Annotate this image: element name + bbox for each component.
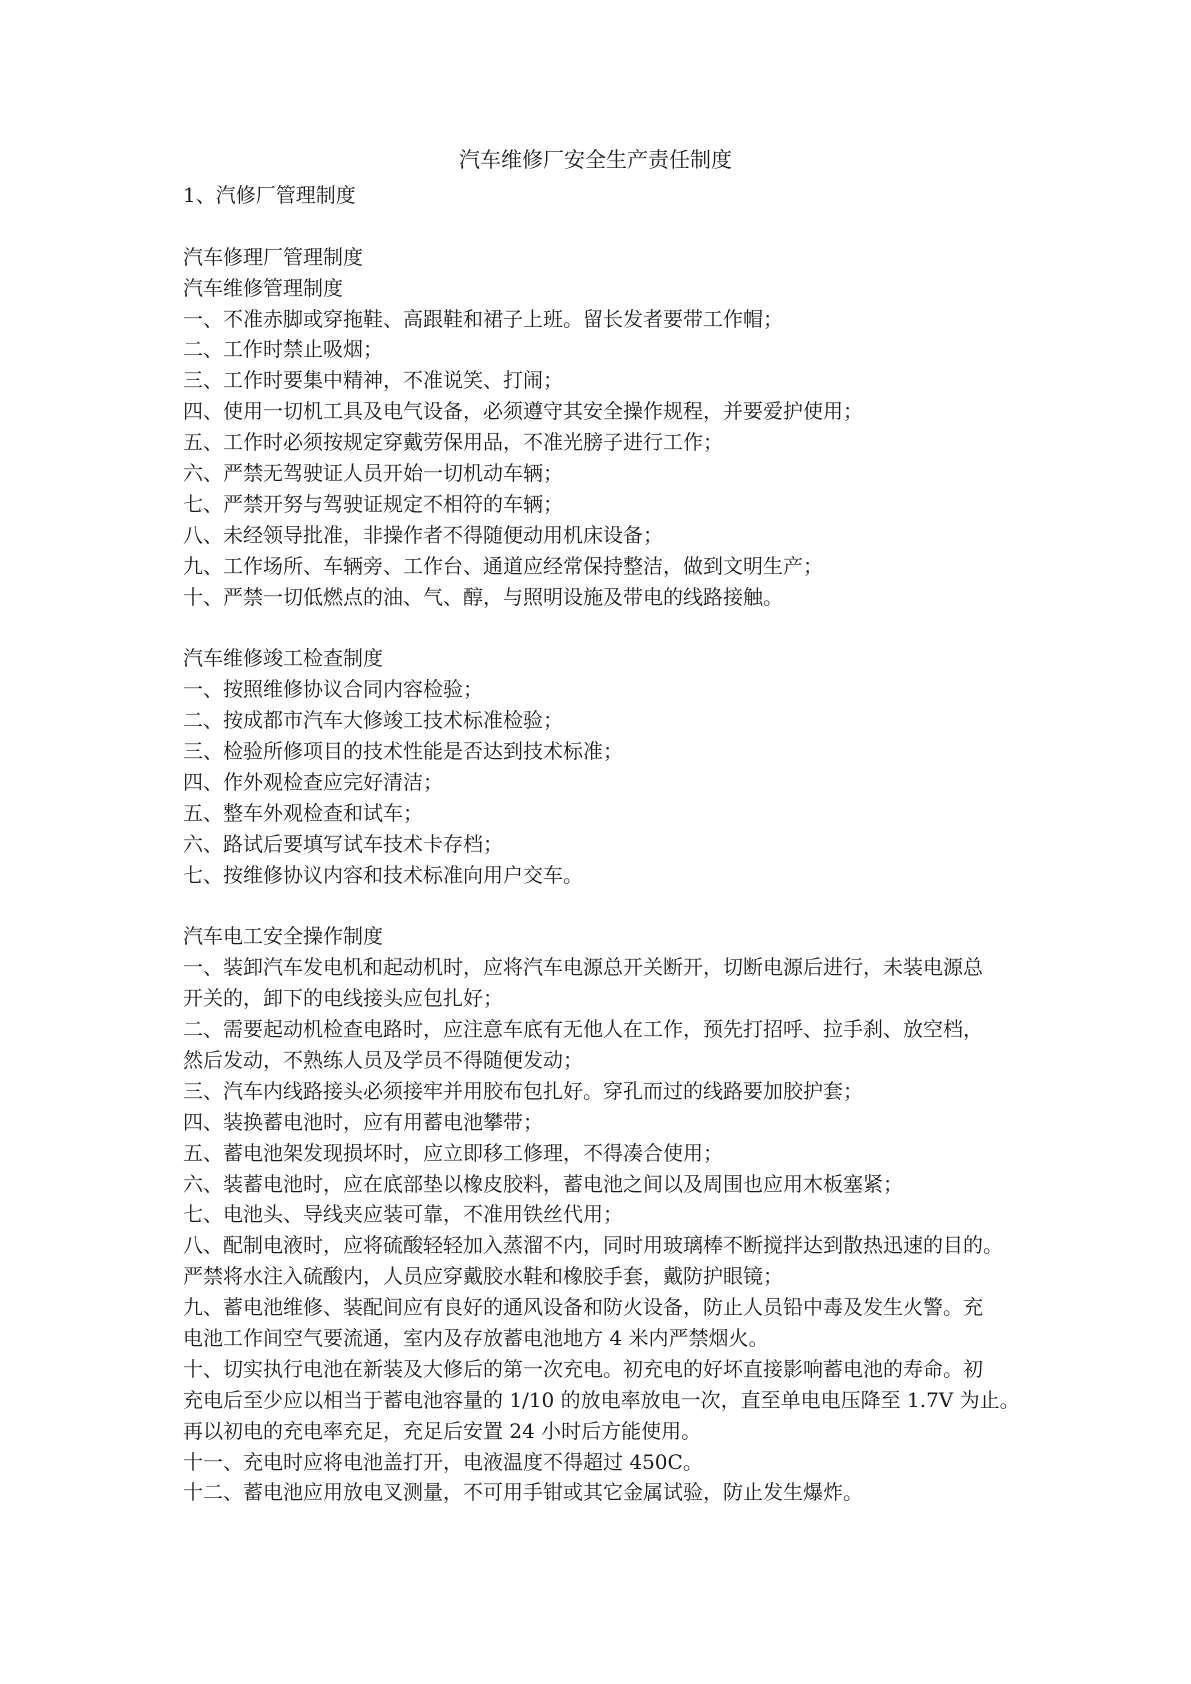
rule-item-line: 七、电池头、导线夹应装可靠，不准用铁丝代用； — [183, 1202, 623, 1227]
rule-item-line: 十一、充电时应将电池盖打开，电液温度不得超过 450C。 — [183, 1449, 703, 1474]
rule-item-line: 四、装换蓄电池时，应有用蓄电池攀带； — [183, 1109, 543, 1134]
rule-item-line: 十二、蓄电池应用放电叉测量，不可用手钳或其它金属试验，防止发生爆炸。 — [183, 1480, 863, 1505]
section-heading: 汽车修理厂管理制度 — [183, 244, 363, 269]
rule-item: 三、检验所修项目的技术性能是否达到技术标准； — [183, 739, 623, 764]
section-heading: 1、汽修厂管理制度 — [183, 183, 356, 207]
rule-item: 二、按成都市汽车大修竣工技术标准检验； — [183, 708, 563, 733]
rule-item: 七、严禁开努与驾驶证规定不相符的车辆； — [183, 491, 563, 516]
rule-item-line: 六、装蓄电池时，应在底部垫以橡皮胶料，蓄电池之间以及周围也应用木板塞紧； — [183, 1171, 903, 1196]
rule-item-line: 充电后至少应以相当于蓄电池容量的 1/10 的放电率放电一次，直至单电电压降至 1.7V 为止。 — [183, 1387, 1020, 1412]
rule-item-line: 三、汽车内线路接头必须接牢并用胶布包扎好。穿孔而过的线路要加胶护套； — [183, 1078, 863, 1103]
rule-item: 九、工作场所、车辆旁、工作台、通道应经常保持整洁，做到文明生产； — [183, 553, 823, 578]
rule-item: 八、未经领导批准，非操作者不得随便动用机床设备； — [183, 522, 663, 547]
blank-line — [183, 890, 1018, 921]
blank-line — [183, 612, 1018, 643]
rule-item-line: 十、切实执行电池在新装及大修后的第一次充电。初充电的好坏直接影响蓄电池的寿命。初 — [183, 1356, 983, 1381]
rule-item-line: 然后发动，不熟练人员及学员不得随便发动； — [183, 1047, 583, 1072]
rule-item: 一、按照维修协议合同内容检验； — [183, 677, 483, 702]
document-body — [183, 180, 1018, 1508]
blank-line — [183, 211, 1018, 242]
rule-item: 四、使用一切机工具及电气设备，必须遵守其安全操作规程，并要爱护使用； — [183, 399, 863, 424]
rule-item: 三、工作时要集中精神，不准说笑、打闹； — [183, 368, 563, 393]
rule-item: 十、严禁一切低燃点的油、气、醇，与照明设施及带电的线路接触。 — [183, 584, 783, 609]
rule-item-line: 严禁将水注入硫酸内，人员应穿戴胶水鞋和橡胶手套，戴防护眼镜； — [183, 1264, 783, 1289]
section-subheading: 汽车维修管理制度 — [183, 275, 343, 300]
section-management — [183, 242, 1018, 613]
rule-item: 五、整车外观检查和试车； — [183, 800, 423, 825]
rule-item: 五、工作时必须按规定穿戴劳保用品，不准光膀子进行工作； — [183, 430, 723, 455]
rule-item-line: 电池工作间空气要流通，室内及存放蓄电池地方 4 米内严禁烟火。 — [183, 1325, 769, 1350]
rule-item: 七、按维修协议内容和技术标准向用户交车。 — [183, 862, 583, 887]
rule-item: 六、严禁无驾驶证人员开始一切机动车辆； — [183, 461, 563, 486]
rule-item-line: 九、蓄电池维修、装配间应有良好的通风设备和防火设备，防止人员铅中毒及发生火警。充 — [183, 1295, 983, 1320]
rule-item: 六、路试后要填写试车技术卡存档； — [183, 831, 503, 856]
rule-item: 一、不准赤脚或穿拖鞋、高跟鞋和裙子上班。留长发者要带工作帽； — [183, 306, 783, 331]
document-title: 汽车维修厂安全生产责任制度 — [459, 148, 732, 172]
rule-item: 四、作外观检查应完好清洁； — [183, 769, 443, 794]
section-heading: 汽车电工安全操作制度 — [183, 924, 383, 949]
rule-item-line: 五、蓄电池架发现损坏时，应立即移工修理，不得凑合使用； — [183, 1140, 723, 1165]
rule-item-line: 开关的，卸下的电线接头应包扎好； — [183, 986, 503, 1011]
section-inspection — [183, 643, 1018, 890]
section-electrician — [183, 921, 1018, 1508]
section-heading: 汽车维修竣工检查制度 — [183, 646, 383, 671]
rule-item-line: 一、装卸汽车发电机和起动机时，应将汽车电源总开关断开，切断电源后进行，未装电源总 — [183, 955, 983, 980]
rule-item-line: 八、配制电液时，应将硫酸轻轻加入蒸溜不内，同时用玻璃棒不断搅拌达到散热迅速的目的。 — [183, 1233, 1003, 1258]
rule-item-line: 再以初电的充电率充足，充足后安置 24 小时后方能使用。 — [183, 1418, 702, 1443]
rule-item: 二、工作时禁止吸烟； — [183, 337, 383, 362]
rule-item-line: 二、需要起动机检查电路时，应注意车底有无他人在工作，预先打招呼、拉手刹、放空档， — [183, 1017, 983, 1042]
